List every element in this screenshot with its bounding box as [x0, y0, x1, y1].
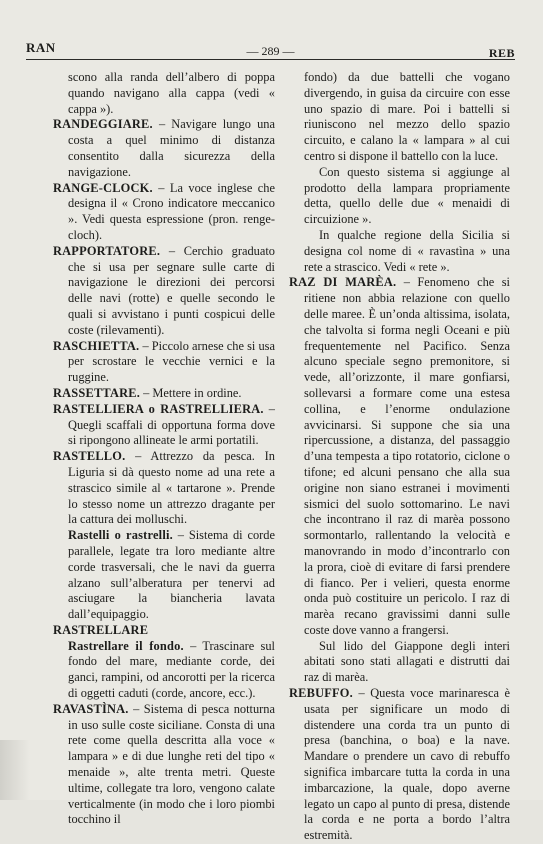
entry-text: – Sistema di corde parallele, legate tra loro mediante altre corde trasversali, che le navi da guerra alzano sull’alberatura per tenervi ad asciugare la biancheria lavata dall’equipaggio.: [68, 528, 275, 622]
dictionary-entry: [289, 275, 510, 638]
right-column: [289, 70, 510, 844]
dictionary-entry: [53, 402, 275, 449]
entry-text: – Navigare lungo una costa a quel minimo di distanza consentito dalla sicurezza della navigazione.: [68, 117, 275, 179]
entry-text: – Attrezzo da pesca. In Liguria si dà questo nome ad una rete a strascico simile al « tartarone ». Prende lo stesso nome un attrezzo dragante per la cattura dei molluschi.: [68, 449, 275, 527]
entry-text: fondo) da due battelli che vogano divergendo, in guisa da circuire con esse uno spazio di mare. Poi i battelli si riuniscono nel mezzo dello spazio circuito, e calano la « lampara » al cui centro si dispone il battello con la luce.: [304, 70, 510, 163]
entry-headword: RASTELLO.: [53, 449, 126, 464]
dictionary-subentry: [53, 528, 275, 623]
entry-text: – Quegli scaffali di opportuna forma dove si ripongono allineate le armi portatili.: [68, 401, 276, 448]
dictionary-entry: [53, 386, 275, 402]
dictionary-entry: [289, 686, 510, 844]
entry-headword: REBUFFO.: [289, 686, 353, 701]
dictionary-subentry: [53, 639, 275, 702]
entry-text: – Sistema di pesca notturna in uso sulle coste siciliane. Consta di una rete come quella descritta alla voce « lampara » e di due lunghe reti del tipo « menaide », alte trenta metri. Queste ultime, collegate tra loro, vengono calate verticalmente (in modo che i loro piombi tocchino il: [68, 701, 275, 827]
entry-paragraph: [289, 228, 510, 275]
entry-text: Sul lido del Giappone degli interi abitati sono stati allagati e distrutti dai raz di marèa.: [304, 638, 510, 685]
entry-headword: RANGE-CLOCK.: [53, 180, 153, 195]
dictionary-entry: [53, 449, 275, 528]
dictionary-entry: [53, 623, 275, 639]
entry-headword: RASSETTARE.: [53, 385, 141, 400]
entry-continuation: [53, 70, 275, 117]
header-right-guide-word: REB: [488, 46, 515, 60]
entry-text: – Piccolo arnese che si usa per scrostare le vecchie vernici e la ruggine.: [68, 338, 275, 385]
entry-text: – Mettere in ordine.: [140, 385, 242, 400]
entry-text: – La voce inglese che designa il « Crono indicatore meccanico ». Vedi questa espressione (pron. renge-cloch).: [68, 180, 275, 242]
left-column: [53, 70, 275, 828]
page-number: — 289 —: [246, 44, 295, 58]
entry-paragraph: [289, 639, 510, 686]
dictionary-entry: [53, 244, 275, 339]
entry-headword: RAPPORTATORE.: [53, 243, 161, 258]
entry-headword: RASCHIETTA.: [53, 338, 140, 353]
header-rule: [26, 59, 515, 60]
entry-text: – Fenomeno che si ritiene non abbia relazione con quello delle maree. È un’onda altissima, isolata, che talvolta si forma negli Oceani e più frequentemente nel Pacifico. Senza alcuno speciale segno premonitore, si vede, all’orizzonte, il mare gonfiarsi, sollevarsi a formare come una estesa collina, e l’enorme ondulazione avvicinarsi. Si suppone che sia una ripercussione, a distanza, del passaggio d’una tempesta a tipo rotatorio, ciclone o tifone; ed alcuni pensano che alla sua origine non siano estranei i movimenti sismici del suolo sottomarino. Le navi che incontrano il raz di marèa possono sormontarlo, rallentando la velocità e manovrando in modo d’incontrarlo con la prora, cioè di evitare di farsi prendere di fianco. Per i velieri, questa enorme onda può costituire un pericolo. I raz di marèa recano gravissimi danni sulle coste dove vanno a frangersi.: [304, 275, 510, 637]
dictionary-entry: [53, 702, 275, 828]
dictionary-entry: [53, 181, 275, 244]
entry-paragraph: [289, 165, 510, 228]
running-header: [26, 36, 515, 58]
header-left-guide-word: RAN: [26, 40, 56, 55]
entry-headword: RAVASTÌNA.: [53, 701, 129, 716]
entry-text: In qualche regione della Sicilia si designa col nome di « ravastìna » una rete a strascico. Vedi « rete ».: [304, 227, 510, 274]
entry-text: – Questa voce marinaresca è usata per significare un modo di distendere una corda tra un punto di presa (banchina, o boa) e la nave. Mandare o prendere un cavo di rebuffo significa imbarcare tutta la corda in una imbarcazione, la quale, dopo averne legato un capo al punto di presa, distende la corda e ne porta a bordo l’altra estremità.: [304, 686, 510, 843]
entry-headword: RANDEGGIARE.: [53, 117, 153, 132]
entry-headword: RASTRELLARE: [53, 622, 149, 637]
entry-headword: Rastrellare il fondo.: [68, 638, 184, 653]
entry-text: Con questo sistema si aggiunge al prodotto della lampara propriamente detta, quello delle due « menaidi di circuizione ».: [304, 164, 510, 227]
entry-text: – Cerchio graduato che si usa per segnare sulle carte di navigazione le direzioni dei percorsi delle navi (rotte) e quelle secondo le quali si avvistano i punti cospicui delle coste (rilevamenti).: [68, 243, 275, 337]
dictionary-entry: [53, 339, 275, 386]
entry-text: scono alla randa dell’albero di poppa quando navigano alla cappa (vedi « cappa »).: [68, 70, 275, 116]
entry-text: – Trascinare sul fondo del mare, mediante corde, dei ganci, rampini, od ancorotti per la ricerca di oggetti caduti (corde, ancore, ecc.).: [68, 638, 275, 701]
entry-headword: Rastelli o rastrelli.: [68, 528, 173, 543]
dictionary-entry: [53, 117, 275, 180]
entry-continuation: [289, 70, 510, 165]
entry-headword: RASTELLIERA o RASTRELLIERA.: [53, 401, 264, 416]
entry-headword: RAZ DI MARÈA.: [289, 275, 397, 290]
page-edge-shadow: [0, 740, 30, 800]
